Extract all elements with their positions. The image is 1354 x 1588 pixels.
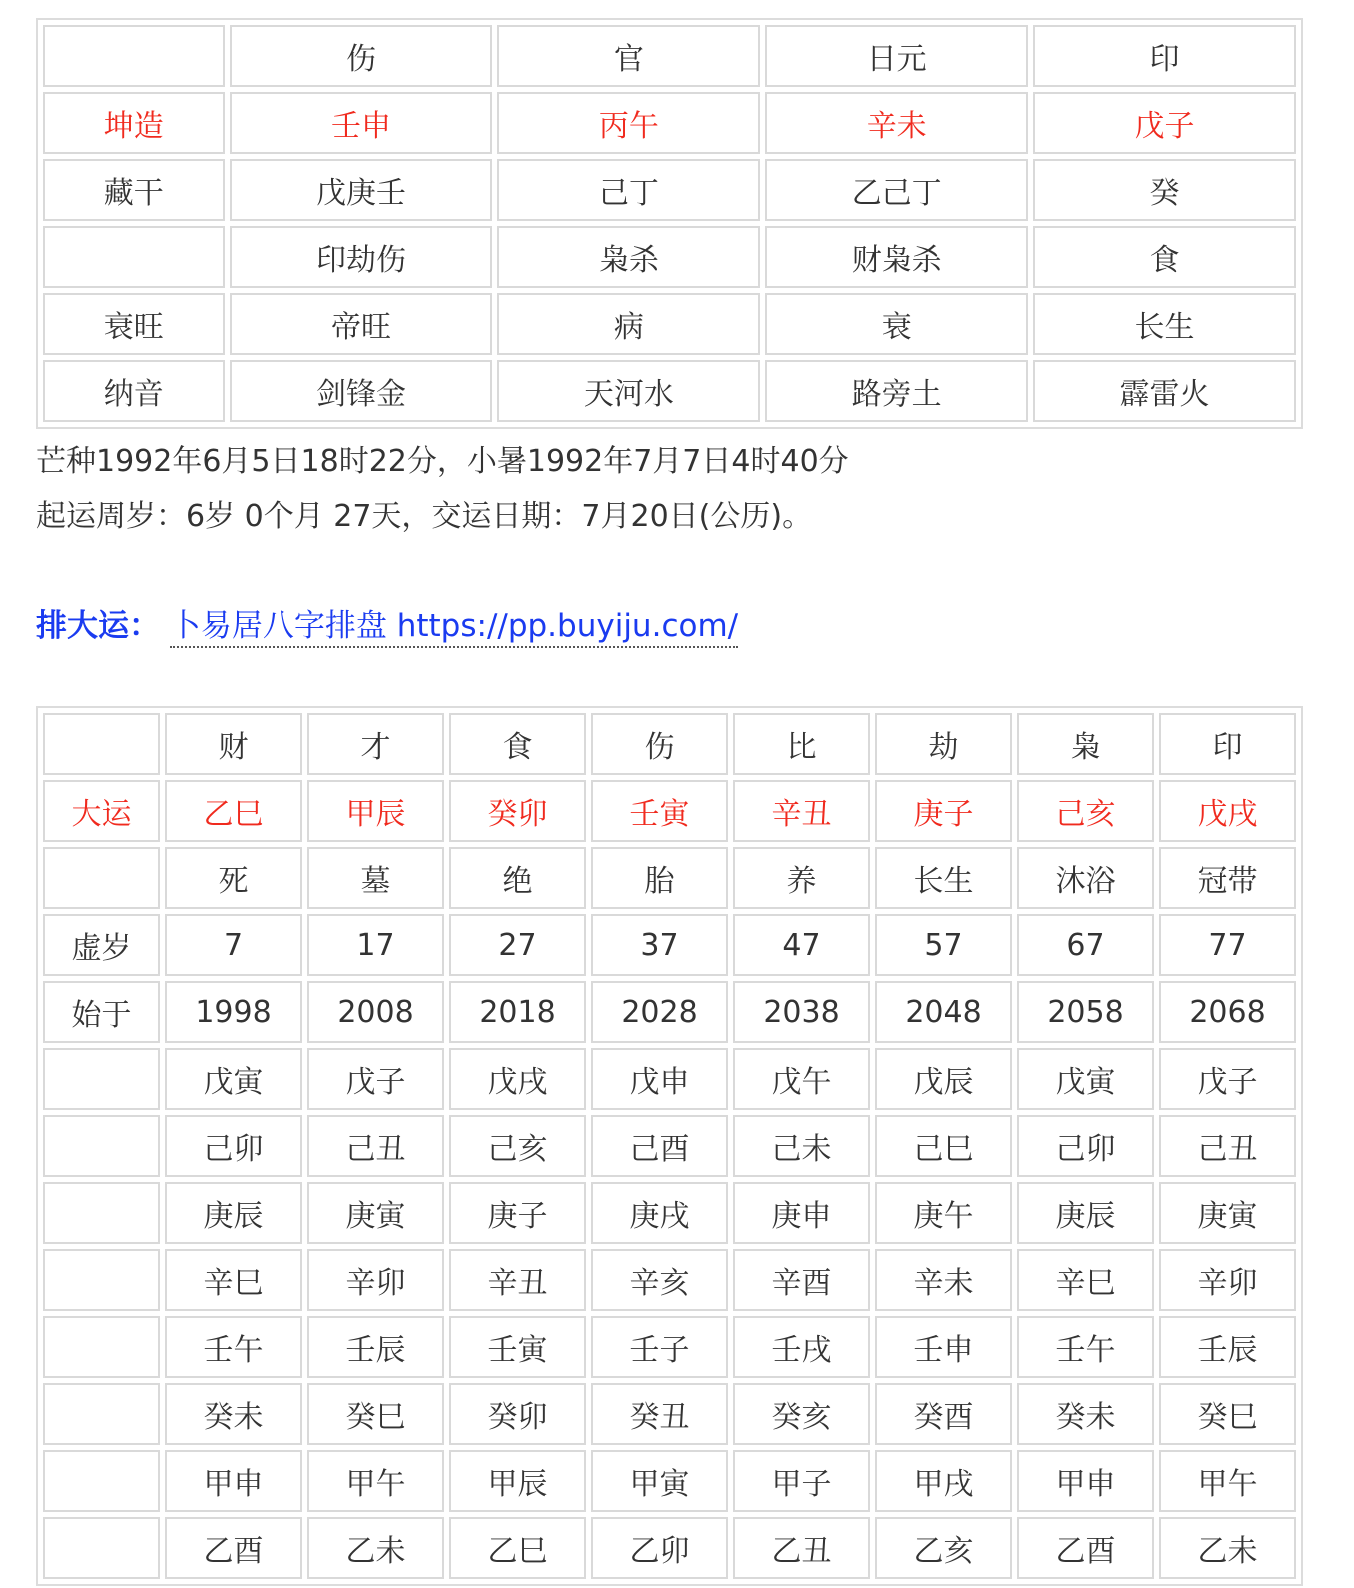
- dayun-cell: 辛巳: [1017, 1249, 1154, 1311]
- dayun-cell: 冠带: [1159, 847, 1296, 909]
- dayun-link-line: [36, 600, 738, 645]
- dayun-cell: 辛卯: [1159, 1249, 1296, 1311]
- dayun-cell: [43, 1048, 160, 1110]
- bazi-cell: 辛未: [765, 92, 1028, 154]
- dayun-cell: 壬申: [875, 1316, 1012, 1378]
- dayun-cell: 己卯: [165, 1115, 302, 1177]
- dayun-header-cell: 枭: [1017, 713, 1154, 775]
- bazi-cell: 天河水: [497, 360, 760, 422]
- dayun-cell: 庚子: [875, 780, 1012, 842]
- dayun-cell: 戊申: [591, 1048, 728, 1110]
- dayun-cell: 戊戌: [1159, 780, 1296, 842]
- bazi-row: [43, 92, 1296, 154]
- dayun-cell: 乙巳: [165, 780, 302, 842]
- dayun-cell: 辛亥: [591, 1249, 728, 1311]
- dayun-cell: 乙酉: [1017, 1517, 1154, 1579]
- bazi-cell: 衰: [765, 293, 1028, 355]
- dayun-cell: 己丑: [1159, 1115, 1296, 1177]
- dayun-cell: 癸巳: [1159, 1383, 1296, 1445]
- dayun-cell: 17: [307, 914, 444, 976]
- dayun-cell: 戊子: [307, 1048, 444, 1110]
- dayun-cell: 庚辰: [165, 1182, 302, 1244]
- dayun-cell: 己未: [733, 1115, 870, 1177]
- dayun-table: [36, 706, 1303, 1586]
- dayun-cell: 癸酉: [875, 1383, 1012, 1445]
- dayun-cell: 壬寅: [449, 1316, 586, 1378]
- dayun-cell: 墓: [307, 847, 444, 909]
- dayun-cell: 壬寅: [591, 780, 728, 842]
- dayun-cell: 己亥: [1017, 780, 1154, 842]
- dayun-cell: 己酉: [591, 1115, 728, 1177]
- dayun-row: [43, 914, 1296, 976]
- dayun-cell: 己巳: [875, 1115, 1012, 1177]
- buyiju-bazi-link[interactable]: 卜易居八字排盘 https://pp.buyiju.com/: [170, 608, 738, 648]
- bazi-header-cell: 印: [1033, 25, 1296, 87]
- dayun-cell: 胎: [591, 847, 728, 909]
- dayun-cell: [43, 1115, 160, 1177]
- dayun-cell: 辛卯: [307, 1249, 444, 1311]
- dayun-cell: 庚午: [875, 1182, 1012, 1244]
- bazi-cell: 癸: [1033, 159, 1296, 221]
- dayun-cell: 乙亥: [875, 1517, 1012, 1579]
- dayun-header-cell: 伤: [591, 713, 728, 775]
- dayun-cell: 甲戌: [875, 1450, 1012, 1512]
- bazi-cell: 坤造: [43, 92, 225, 154]
- bazi-row: [43, 360, 1296, 422]
- bazi-cell: 纳音: [43, 360, 225, 422]
- dayun-cell: [43, 847, 160, 909]
- bazi-cell: 乙己丁: [765, 159, 1028, 221]
- dayun-cell: 壬子: [591, 1316, 728, 1378]
- dayun-cell: 戊子: [1159, 1048, 1296, 1110]
- dayun-cell: 壬戌: [733, 1316, 870, 1378]
- bazi-cell: 戊庚壬: [230, 159, 493, 221]
- dayun-cell: 庚子: [449, 1182, 586, 1244]
- bazi-cell: 戊子: [1033, 92, 1296, 154]
- dayun-cell: [43, 1517, 160, 1579]
- dayun-cell: 虚岁: [43, 914, 160, 976]
- dayun-cell: 癸巳: [307, 1383, 444, 1445]
- dayun-cell: 辛丑: [449, 1249, 586, 1311]
- dayun-cell: 庚辰: [1017, 1182, 1154, 1244]
- bazi-header-cell: 官: [497, 25, 760, 87]
- dayun-row: [43, 981, 1296, 1043]
- dayun-header-cell: 食: [449, 713, 586, 775]
- bazi-cell: 病: [497, 293, 760, 355]
- dayun-cell: 乙巳: [449, 1517, 586, 1579]
- dayun-cell: 大运: [43, 780, 160, 842]
- bazi-cell: 己丁: [497, 159, 760, 221]
- bazi-chart-table: [36, 18, 1303, 429]
- dayun-cell: 辛酉: [733, 1249, 870, 1311]
- bazi-row: [43, 159, 1296, 221]
- dayun-cell: 2068: [1159, 981, 1296, 1043]
- dayun-row: [43, 780, 1296, 842]
- bazi-cell: 枭杀: [497, 226, 760, 288]
- bazi-cell: 衰旺: [43, 293, 225, 355]
- dayun-header-cell: 劫: [875, 713, 1012, 775]
- bazi-row: [43, 226, 1296, 288]
- dayun-cell: 癸丑: [591, 1383, 728, 1445]
- dayun-cell: 47: [733, 914, 870, 976]
- dayun-cell: [43, 1383, 160, 1445]
- dayun-cell: 甲寅: [591, 1450, 728, 1512]
- dayun-cell: 癸卯: [449, 1383, 586, 1445]
- dayun-cell: 27: [449, 914, 586, 976]
- dayun-cell: 戊戌: [449, 1048, 586, 1110]
- dayun-header-cell: [43, 713, 160, 775]
- dayun-cell: [43, 1249, 160, 1311]
- bazi-cell: 帝旺: [230, 293, 493, 355]
- bazi-cell: 藏干: [43, 159, 225, 221]
- dayun-cell: 癸亥: [733, 1383, 870, 1445]
- start-luck-text: 起运周岁：6岁 0个月 27天，交运日期：7月20日(公历)。: [36, 499, 813, 534]
- bazi-header-cell: [43, 25, 225, 87]
- bazi-cell: 路旁土: [765, 360, 1028, 422]
- dayun-row: [43, 1182, 1296, 1244]
- dayun-cell: 己卯: [1017, 1115, 1154, 1177]
- bazi-chart-body: [43, 25, 1296, 422]
- dayun-cell: 2008: [307, 981, 444, 1043]
- dayun-cell: 甲申: [1017, 1450, 1154, 1512]
- bazi-cell: 剑锋金: [230, 360, 493, 422]
- bazi-cell: 丙午: [497, 92, 760, 154]
- bazi-cell: 财枭杀: [765, 226, 1028, 288]
- dayun-cell: 37: [591, 914, 728, 976]
- dayun-cell: 壬辰: [307, 1316, 444, 1378]
- dayun-cell: 甲辰: [307, 780, 444, 842]
- dayun-cell: 甲午: [307, 1450, 444, 1512]
- dayun-cell: 2018: [449, 981, 586, 1043]
- dayun-cell: 绝: [449, 847, 586, 909]
- dayun-cell: 庚寅: [1159, 1182, 1296, 1244]
- dayun-cell: 67: [1017, 914, 1154, 976]
- dayun-row: [43, 1316, 1296, 1378]
- dayun-cell: 2038: [733, 981, 870, 1043]
- dayun-cell: 57: [875, 914, 1012, 976]
- dayun-cell: 77: [1159, 914, 1296, 976]
- dayun-cell: 庚申: [733, 1182, 870, 1244]
- dayun-cell: 壬午: [165, 1316, 302, 1378]
- dayun-cell: 长生: [875, 847, 1012, 909]
- dayun-cell: 辛丑: [733, 780, 870, 842]
- dayun-cell: 戊辰: [875, 1048, 1012, 1110]
- dayun-header-cell: 财: [165, 713, 302, 775]
- bazi-cell: 霹雷火: [1033, 360, 1296, 422]
- dayun-cell: 1998: [165, 981, 302, 1043]
- dayun-cell: 癸未: [165, 1383, 302, 1445]
- dayun-cell: 养: [733, 847, 870, 909]
- dayun-cell: 乙卯: [591, 1517, 728, 1579]
- dayun-cell: 死: [165, 847, 302, 909]
- dayun-cell: 辛巳: [165, 1249, 302, 1311]
- dayun-cell: 壬午: [1017, 1316, 1154, 1378]
- dayun-cell: 戊寅: [1017, 1048, 1154, 1110]
- dayun-table-body: [43, 713, 1296, 1579]
- dayun-row: [43, 1450, 1296, 1512]
- dayun-cell: 7: [165, 914, 302, 976]
- dayun-cell: 沐浴: [1017, 847, 1154, 909]
- dayun-cell: 2058: [1017, 981, 1154, 1043]
- dayun-cell: 甲辰: [449, 1450, 586, 1512]
- dayun-cell: 甲子: [733, 1450, 870, 1512]
- dayun-header-cell: 比: [733, 713, 870, 775]
- bazi-header-row: [43, 25, 1296, 87]
- dayun-label: 排大运：: [36, 608, 160, 644]
- dayun-cell: 乙丑: [733, 1517, 870, 1579]
- dayun-cell: 己亥: [449, 1115, 586, 1177]
- dayun-row: [43, 1115, 1296, 1177]
- dayun-cell: 2028: [591, 981, 728, 1043]
- dayun-cell: 戊午: [733, 1048, 870, 1110]
- dayun-header-cell: 印: [1159, 713, 1296, 775]
- dayun-row: [43, 1383, 1296, 1445]
- dayun-cell: 乙未: [307, 1517, 444, 1579]
- solar-terms-text: 芒种1992年6月5日18时22分，小暑1992年7月7日4时40分: [36, 444, 849, 479]
- dayun-cell: 始于: [43, 981, 160, 1043]
- dayun-cell: 庚戌: [591, 1182, 728, 1244]
- bazi-header-cell: 日元: [765, 25, 1028, 87]
- dayun-row: [43, 1249, 1296, 1311]
- dayun-row: [43, 847, 1296, 909]
- dayun-cell: 甲申: [165, 1450, 302, 1512]
- bazi-cell: 印劫伤: [230, 226, 493, 288]
- dayun-cell: 庚寅: [307, 1182, 444, 1244]
- bazi-cell: 食: [1033, 226, 1296, 288]
- dayun-cell: 甲午: [1159, 1450, 1296, 1512]
- dayun-cell: 戊寅: [165, 1048, 302, 1110]
- dayun-cell: 2048: [875, 981, 1012, 1043]
- dayun-cell: [43, 1450, 160, 1512]
- dayun-header-row: [43, 713, 1296, 775]
- dayun-cell: 乙未: [1159, 1517, 1296, 1579]
- dayun-cell: 辛未: [875, 1249, 1012, 1311]
- bazi-cell: 壬申: [230, 92, 493, 154]
- dayun-cell: 壬辰: [1159, 1316, 1296, 1378]
- dayun-header-cell: 才: [307, 713, 444, 775]
- dayun-cell: 癸卯: [449, 780, 586, 842]
- dayun-cell: 癸未: [1017, 1383, 1154, 1445]
- dayun-row: [43, 1048, 1296, 1110]
- bazi-cell: 长生: [1033, 293, 1296, 355]
- bazi-header-cell: 伤: [230, 25, 493, 87]
- bazi-cell: [43, 226, 225, 288]
- dayun-cell: [43, 1182, 160, 1244]
- dayun-cell: [43, 1316, 160, 1378]
- dayun-cell: 乙酉: [165, 1517, 302, 1579]
- dayun-row: [43, 1517, 1296, 1579]
- dayun-cell: 己丑: [307, 1115, 444, 1177]
- bazi-row: [43, 293, 1296, 355]
